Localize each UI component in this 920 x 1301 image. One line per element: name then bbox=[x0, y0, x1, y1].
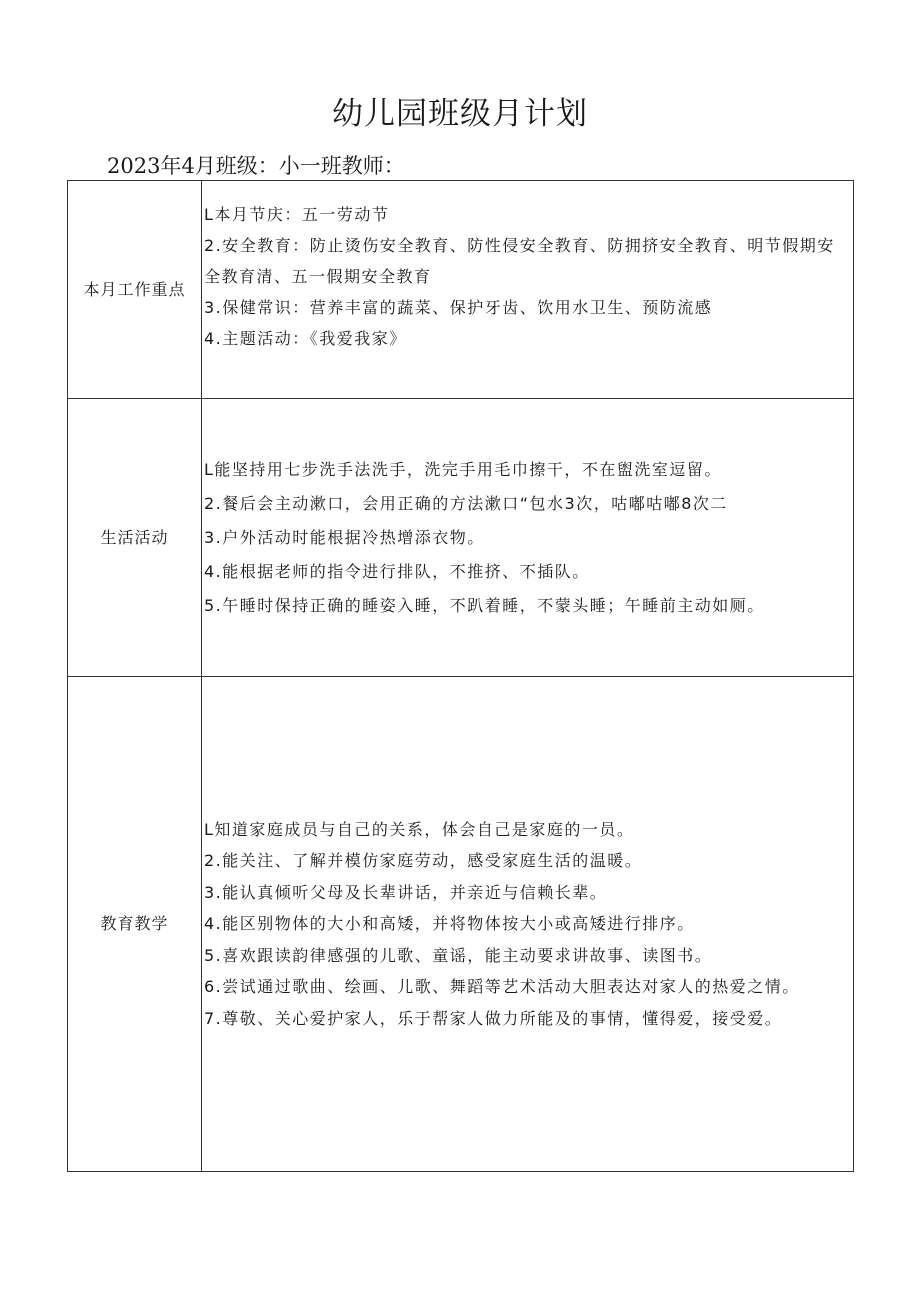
list-item: 4.能根据老师的指令进行排队，不推挤、不插队。 bbox=[204, 561, 590, 581]
list-item: 4.能区别物体的大小和高矮，并将物体按大小或高矮进行排序。 bbox=[204, 914, 695, 934]
row-label-education: 教育教学 bbox=[68, 677, 202, 1172]
table-row-daily-life bbox=[68, 399, 854, 677]
list-item: 5.喜欢跟读韵律感强的儿歌、童谣，能主动要求讲故事、读图书。 bbox=[204, 945, 713, 965]
row-content-work-focus bbox=[202, 181, 854, 399]
document-subtitle: 2023年4月班级：小一班教师： bbox=[107, 154, 405, 178]
list-item: 4.主题活动：《我爱我家》 bbox=[204, 329, 407, 348]
list-item: 2.能关注、了解并模仿家庭劳动，感受家庭生活的温暖。 bbox=[204, 851, 643, 871]
row-label-daily-life: 生活活动 bbox=[68, 399, 202, 677]
table-row-work-focus bbox=[68, 181, 854, 399]
row-content-daily-life bbox=[202, 399, 854, 677]
list-item: 5.午睡时保持正确的睡姿入睡，不趴着睡，不蒙头睡；午睡前主动如厕。 bbox=[204, 595, 765, 615]
row-label-work-focus: 本月工作重点 bbox=[68, 181, 202, 399]
list-item: 2.安全教育：防止烫伤安全教育、防性侵安全教育、防拥挤安全教育、明节假期安全教育清、五一假期安全教育 bbox=[204, 236, 835, 286]
list-item: L能坚持用七步洗手法洗手，洗完手用毛巾擦干，不在盥洗室逗留。 bbox=[204, 459, 722, 479]
table-row-education bbox=[68, 677, 854, 1172]
list-item: L本月节庆：五一劳动节 bbox=[204, 205, 390, 224]
row-content-education bbox=[202, 677, 854, 1172]
list-item: 2.餐后会主动漱口，会用正确的方法漱口“包水3次，咕嘟咕嘟8次二 bbox=[204, 493, 728, 513]
list-item: L知道家庭成员与自己的关系，体会自己是家庭的一员。 bbox=[204, 819, 635, 839]
list-item: 3.户外活动时能根据冷热增添衣物。 bbox=[204, 527, 485, 547]
monthly-plan-table bbox=[67, 180, 854, 1172]
list-item: 6.尝试通过歌曲、绘画、儿歌、舞蹈等艺术活动大胆表达对家人的热爱之情。 bbox=[204, 977, 800, 997]
document-title: 幼儿园班级月计划 bbox=[332, 96, 588, 132]
list-item: 7.尊敬、关心爱护家人，乐于帮家人做力所能及的事情，懂得爱，接受爱。 bbox=[204, 1008, 783, 1028]
list-item: 3.能认真倾听父母及长辈讲话，并亲近与信赖长辈。 bbox=[204, 882, 608, 902]
list-item: 3.保健常识：营养丰富的蔬菜、保护牙齿、饮用水卫生、预防流感 bbox=[204, 298, 713, 317]
